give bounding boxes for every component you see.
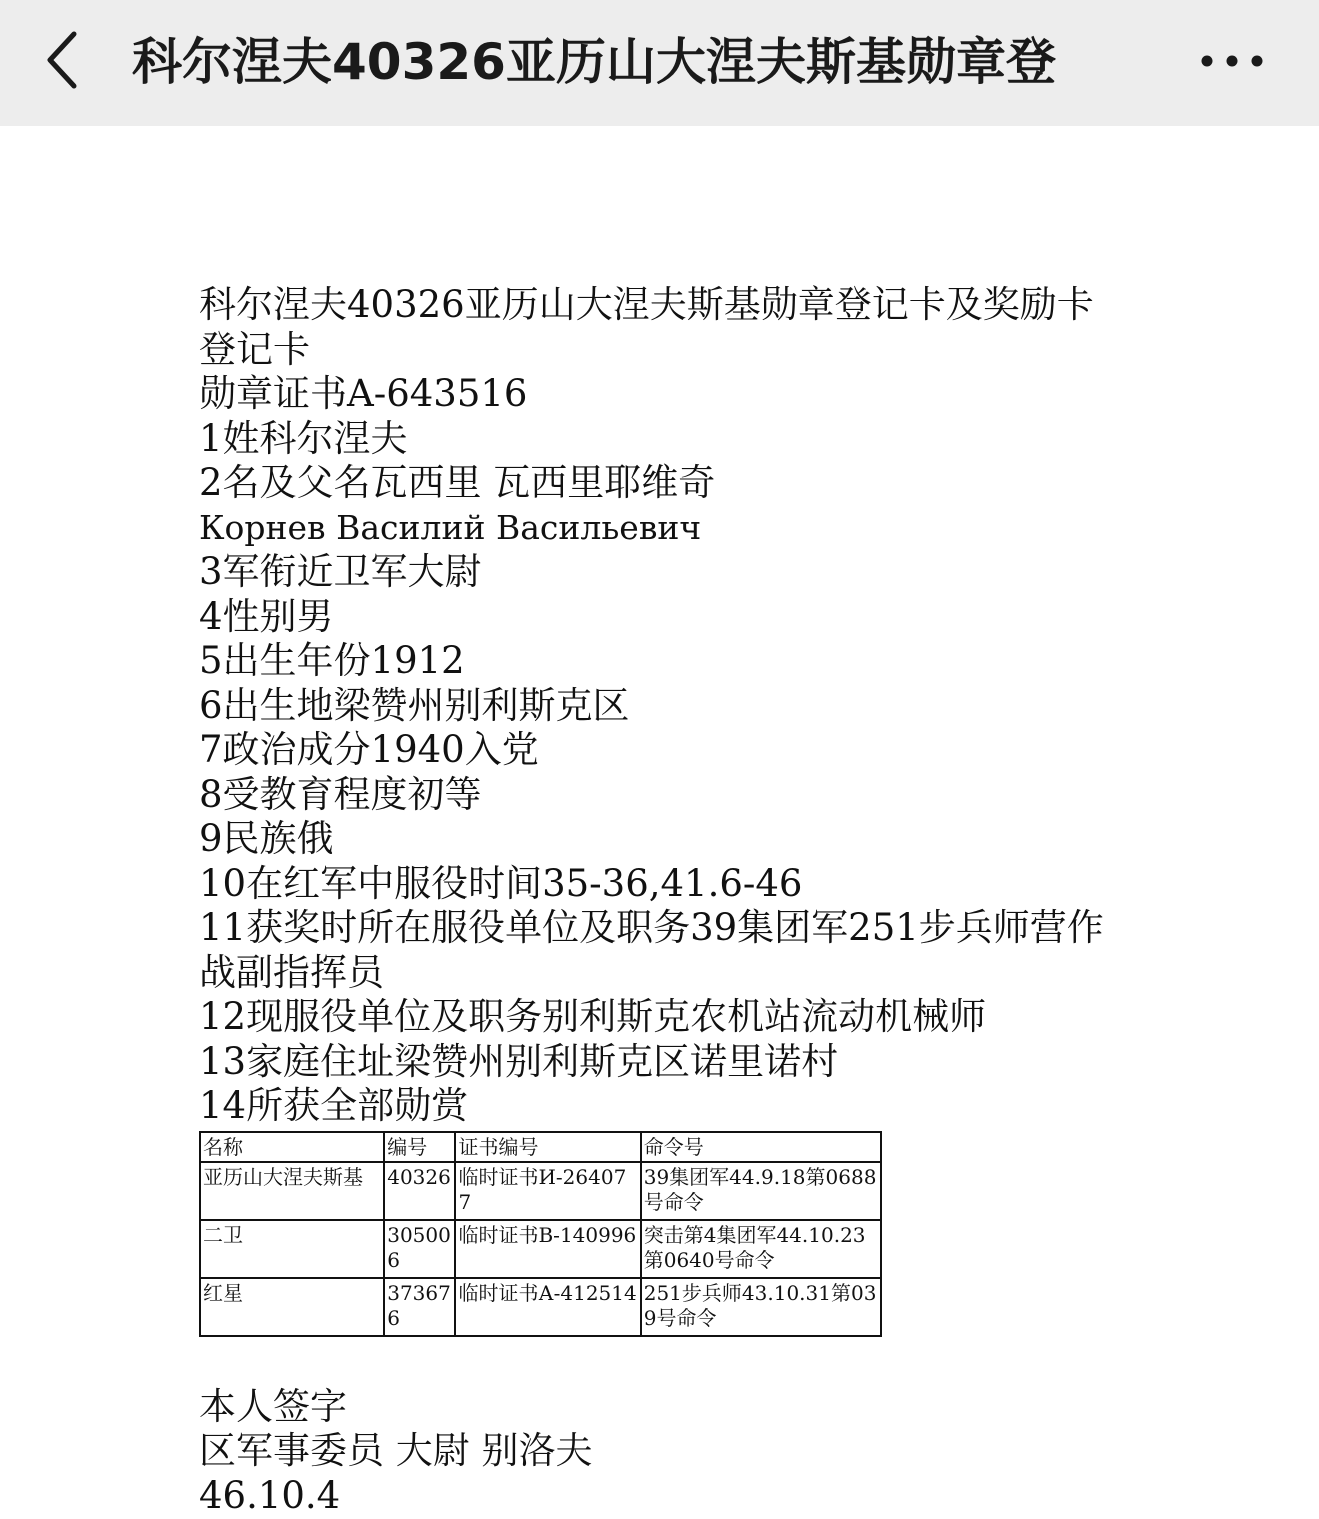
more-button[interactable] <box>1196 42 1268 80</box>
field-nationality: 9民族俄 <box>199 817 334 860</box>
chevron-left-icon <box>30 24 100 96</box>
table-cell: 二卫 <box>200 1220 384 1278</box>
signature-block <box>199 1385 1199 1519</box>
field-birthplace: 6出生地梁赞州别利斯克区 <box>199 683 630 727</box>
navigation-bar <box>0 0 1319 126</box>
page-title: 科尔涅夫40326亚历山大涅夫斯基勋章登 <box>132 33 1056 91</box>
table-cell: 305006 <box>384 1220 455 1278</box>
field-unit-at-award-cont: 战副指挥员 <box>199 950 384 994</box>
table-cell: 40326 <box>384 1162 455 1220</box>
field-address: 13家庭住址梁赞州别利斯克区诺里诺村 <box>199 1039 839 1083</box>
signature-label: 本人签字 <box>199 1384 347 1428</box>
table-cell: 临时证书В-140996 <box>455 1220 640 1278</box>
card-title: 科尔涅夫40326亚历山大涅夫斯基勋章登记卡及奖励卡 <box>199 283 1094 326</box>
table-cell: 突击第4集团军44.10.23第0640号命令 <box>641 1220 881 1278</box>
field-service-period: 10在红军中服役时间35-36,41.6-46 <box>199 861 803 905</box>
field-unit-at-award: 11获奖时所在服役单位及职务39集团军251步兵师营作 <box>199 906 1104 949</box>
table-row <box>200 1278 881 1336</box>
field-awards-heading: 14所获全部勋赏 <box>199 1084 469 1127</box>
column-header: 编号 <box>384 1132 455 1162</box>
table-cell: 251步兵师43.10.31第039号命令 <box>641 1278 881 1336</box>
field-current-unit: 12现服役单位及职务别利斯克农机站流动机械师 <box>199 995 987 1038</box>
field-political-status: 7政治成分1940入党 <box>199 728 539 771</box>
table-cell: 373676 <box>384 1278 455 1336</box>
field-surname: 1姓科尔涅夫 <box>199 416 408 460</box>
column-header: 证书编号 <box>455 1132 640 1162</box>
column-header: 命令号 <box>641 1132 881 1162</box>
table-header-row <box>200 1132 881 1162</box>
table-cell: 临时证书И-264077 <box>455 1162 640 1220</box>
signature-date: 46.10.4 <box>199 1473 341 1517</box>
table-cell: 39集团军44.9.18第0688号命令 <box>641 1162 881 1220</box>
field-sex: 4性别男 <box>199 594 334 638</box>
field-education: 8受教育程度初等 <box>199 772 482 816</box>
field-rank: 3军衔近卫军大尉 <box>199 550 482 593</box>
table-row <box>200 1220 881 1278</box>
medal-certificate: 勋章证书A-643516 <box>199 372 528 415</box>
card-subtitle: 登记卡 <box>199 327 310 371</box>
awards-table <box>199 1131 882 1337</box>
table-cell: 临时证书А-412514 <box>455 1278 640 1336</box>
table-cell: 红星 <box>200 1278 384 1336</box>
column-header: 名称 <box>200 1132 384 1162</box>
field-given-name: 2名及父名瓦西里 瓦西里耶维奇 <box>199 461 716 504</box>
article-body <box>199 283 1199 1518</box>
field-birth-year: 5出生年份1912 <box>199 639 465 682</box>
table-row <box>200 1162 881 1220</box>
commissar-signature: 区军事委员 大尉 别洛夫 <box>199 1429 593 1472</box>
back-button[interactable] <box>30 24 100 96</box>
title-fade-overlay <box>1060 20 1150 106</box>
table-cell: 亚历山大涅夫斯基 <box>200 1162 384 1220</box>
more-horizontal-icon <box>1196 42 1268 80</box>
field-russian-name: Корнев Василий Васильевич <box>199 507 702 547</box>
